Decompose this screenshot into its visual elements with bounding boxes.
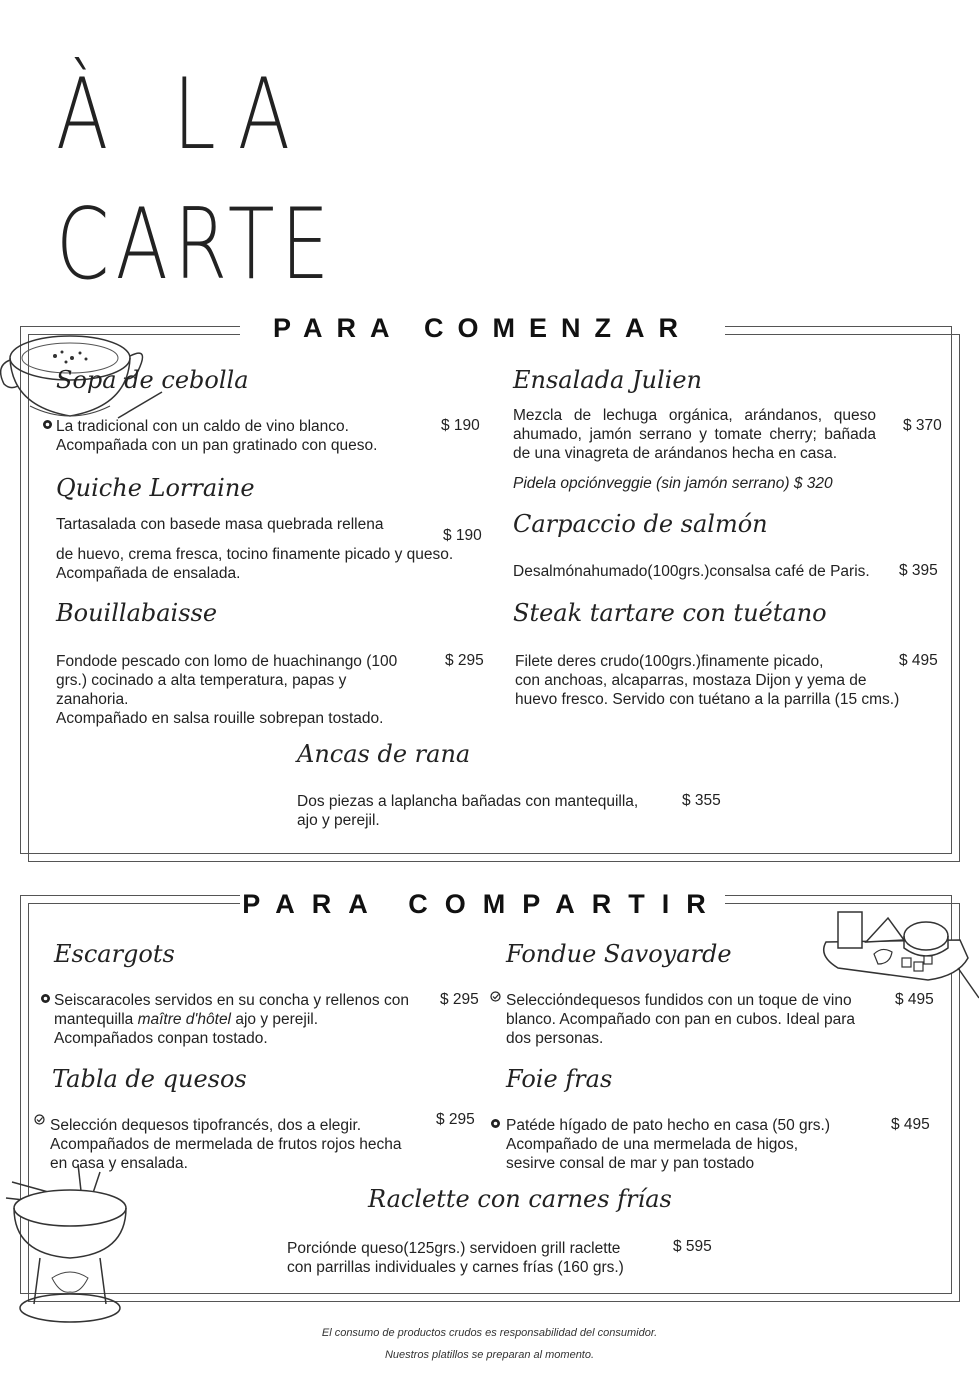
footer-note: Nuestros platillos se preparan al momento. <box>384 1349 595 1361</box>
dish-price: $ 370 <box>903 417 942 434</box>
section-heading-para-compartir: PARA COMPARTIR <box>240 889 725 920</box>
dish-description: Porciónde queso(125grs.) servidoen grill raclette con parrillas individuales y carnes frías (160 grs.) <box>287 1240 624 1276</box>
dish-name: Sopa de cebolla <box>56 366 249 394</box>
bullet-icon <box>490 991 501 1002</box>
dish-price: $ 295 <box>445 652 484 669</box>
dish-description: de huevo, crema fresca, tocino finamente picado y queso. Acompañada de ensalada. <box>56 546 454 582</box>
footer-note: El consumo de productos crudos es responsabilidad del consumidor. <box>321 1327 658 1339</box>
menu-title-line1: À LA <box>56 58 311 172</box>
dish-name: Steak tartare con tuétano <box>513 599 827 627</box>
dish-description: Dos piezas a laplancha bañadas con mantequilla, ajo y perejil. <box>297 793 639 829</box>
dish-description: Patéde hígado de pato hecho en casa (50 grs.) Acompañado de una mermelada de higos, sesirve consal de mar y pan tostado <box>506 1117 831 1172</box>
dish-description: Filete deres crudo(100grs.)finamente picado, con anchoas, alcaparras, mostaza Dijon y yema de huevo fresco. Servido con tuétano a la parrilla (15 cms.) <box>515 653 900 708</box>
dish-name: Raclette con carnes frías <box>368 1185 672 1213</box>
bullet-icon <box>40 993 51 1004</box>
dish-name: Ancas de rana <box>297 740 471 768</box>
dish-price: $ 295 <box>436 1111 475 1128</box>
dish-price: $ 190 <box>441 417 480 434</box>
dish-price: $ 495 <box>891 1116 930 1133</box>
bullet-icon <box>34 1114 45 1125</box>
dish-price: $ 295 <box>440 991 479 1008</box>
dish-name: Fondue Savoyarde <box>506 940 732 968</box>
dish-name: Carpaccio de salmón <box>513 510 768 538</box>
dish-price: $ 495 <box>895 991 934 1008</box>
dish-price: $ 355 <box>682 792 721 809</box>
dish-price: $ 190 <box>443 527 482 544</box>
dish-description: Fondode pescado con lomo de huachinango (100 grs.) cocinado a alta temperatura, papas y zanahoria. Acompañado en salsa rouille sobrepan tostado. <box>56 653 398 727</box>
section-heading-para-comenzar: PARA COMENZAR <box>240 313 725 344</box>
bullet-icon <box>42 419 53 430</box>
dish-name: Quiche Lorraine <box>56 474 255 502</box>
dish-description: Desalmónahumado(100grs.)consalsa café de Paris. <box>513 563 870 580</box>
dish-name: Tabla de quesos <box>52 1065 247 1093</box>
dish-name: Ensalada Julien <box>513 366 702 394</box>
dish-name: Escargots <box>54 940 175 968</box>
dish-note: Pidela opciónveggie (sin jamón serrano) $ 320 <box>513 475 833 492</box>
menu-title-line2: CARTE <box>56 188 336 302</box>
dish-price: $ 495 <box>899 652 938 669</box>
dish-price: $ 395 <box>899 562 938 579</box>
dish-description: Seiscaracoles servidos en su concha y rellenos con mantequilla maître d'hôtel ajo y perejil. Acompañados conpan tostado. <box>54 992 409 1047</box>
fondue-pot-illustration <box>0 1158 140 1328</box>
dish-description: Selecciόndequesos fundidos con un toque de vino blanco. Acompañado con pan en cubos. Ideal para dos personas. <box>506 992 856 1047</box>
dish-description: Selección dequesos tipofrancés, dos a elegir. Acompañados de mermelada de frutos rojos hecha en casa y ensalada. <box>50 1117 402 1172</box>
dish-name: Foie fras <box>506 1065 613 1093</box>
dish-description: La tradicional con un caldo de vino blanco. Acompañada con un pan gratinado con queso. <box>56 418 378 454</box>
dish-price: $ 595 <box>673 1238 712 1255</box>
dish-description: Tartasalada con basede masa quebrada rellena <box>56 516 384 533</box>
bullet-icon <box>490 1118 501 1129</box>
dish-name: Bouillabaisse <box>56 599 218 627</box>
dish-description: Mezcla de lechuga orgánica, arándanos, queso ahumado, jamón serrano y tomate cherry; bañada de una vinagreta de arándanos hecha en casa. <box>513 407 876 462</box>
